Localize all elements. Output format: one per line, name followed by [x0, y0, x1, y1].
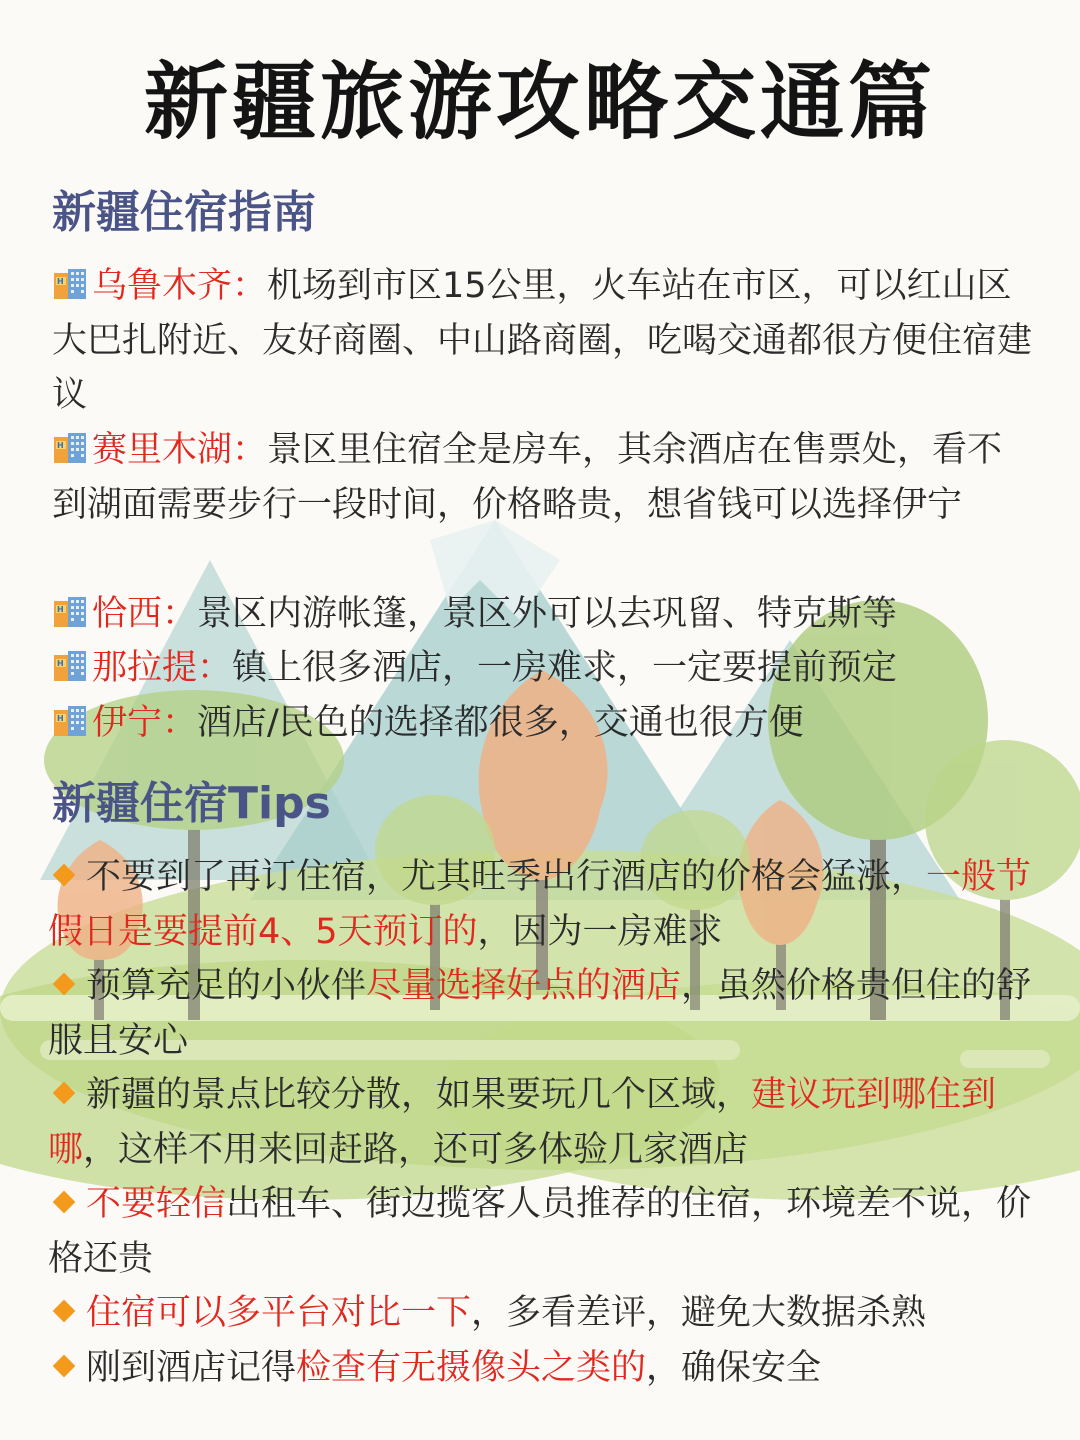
- tip-item-stay-where-play: [48, 1068, 1038, 1177]
- hotel-icon: [52, 704, 88, 738]
- tip-text: ，虽然价格贵但住的舒服且安心: [48, 966, 1032, 1061]
- tip-item-dont-trust-touts: [48, 1177, 1038, 1286]
- hotel-icon: [52, 595, 88, 629]
- tip-highlight: 检查有无摄像头之类的: [296, 1348, 647, 1388]
- place-name: 恰西：: [92, 594, 198, 634]
- section-heading-guide: 新疆住宿指南: [52, 187, 316, 238]
- section-heading-tips: 新疆住宿Tips: [52, 778, 331, 829]
- orange-diamond-icon: [53, 973, 76, 996]
- orange-diamond-icon: [53, 1191, 76, 1214]
- tip-text: 新疆的景点比较分散，如果要玩几个区域，: [86, 1075, 752, 1115]
- tip-text: 不要到了再订住宿，尤其旺季出行酒店的价格会猛涨，: [86, 857, 927, 897]
- hotel-icon: [52, 431, 88, 465]
- list-item-urumqi: [52, 259, 1037, 423]
- place-description: 机场到市区15公里，火车站在市区，可以红山区大巴扎附近、友好商圈、中山路商圈，吃喝交通都很方便住宿建议: [52, 266, 1033, 415]
- tip-highlight: 一般节假日是要提前4、5天预订的: [48, 857, 1032, 952]
- orange-diamond-icon: [53, 864, 76, 887]
- place-name: 那拉提：: [92, 648, 233, 688]
- place-description: 酒店/民色的选择都很多，交通也很方便: [197, 703, 804, 743]
- place-name: 伊宁：: [92, 703, 198, 743]
- place-description: 镇上很多酒店，一房难求，一定要提前预定: [232, 648, 898, 688]
- place-description: 景区内游帐篷，景区外可以去巩留、特克斯等: [197, 594, 898, 634]
- list-item-qiaxi: [52, 587, 1037, 642]
- tip-highlight: 尽量选择好点的酒店: [366, 966, 682, 1006]
- tip-text: ，因为一房难求: [477, 911, 723, 952]
- place-name: 赛里木湖：: [92, 430, 268, 470]
- hotel-icon: [52, 267, 88, 301]
- tip-highlight: 建议玩到哪住到哪: [48, 1075, 997, 1170]
- list-item-nalati: [52, 641, 1037, 696]
- tip-item-compare-platforms: [48, 1286, 1038, 1341]
- orange-diamond-icon: [53, 1355, 76, 1378]
- tip-item-check-cameras: [48, 1341, 1038, 1396]
- orange-diamond-icon: [53, 1082, 76, 1105]
- svg-text:H: H: [57, 659, 64, 668]
- place-description: 景区里住宿全是房车，其余酒店在售票处，看不到湖面需要步行一段时间，价格略贵，想省钱可以选择伊宁: [52, 430, 1003, 525]
- tip-item-book-early: [48, 850, 1038, 959]
- orange-diamond-icon: [53, 1300, 76, 1323]
- hotel-icon: [52, 649, 88, 683]
- svg-text:H: H: [57, 605, 64, 614]
- tip-item-better-hotel: [48, 959, 1038, 1068]
- place-name: 乌鲁木齐：: [92, 266, 268, 306]
- tip-text: ，这样不用来回赶路，还可多体验几家酒店: [83, 1129, 749, 1170]
- tip-text: 刚到酒店记得: [86, 1348, 297, 1388]
- list-item-sayram-lake: [52, 423, 1037, 532]
- svg-text:H: H: [57, 714, 64, 723]
- tip-text: 预算充足的小伙伴: [86, 966, 367, 1006]
- tip-highlight: 不要轻信: [86, 1184, 227, 1224]
- list-item-yining: [52, 696, 1037, 751]
- page-title: 新疆旅游攻略交通篇: [143, 53, 936, 151]
- tip-text: ，多看差评，避免大数据杀熟: [471, 1293, 927, 1333]
- tip-text: 出租车、街边揽客人员推荐的住宿，环境差不说，价格还贵: [48, 1184, 1032, 1279]
- svg-text:H: H: [57, 277, 64, 286]
- svg-text:H: H: [57, 441, 64, 450]
- tip-highlight: 住宿可以多平台对比一下: [86, 1293, 472, 1333]
- tip-text: ，确保安全: [646, 1348, 822, 1388]
